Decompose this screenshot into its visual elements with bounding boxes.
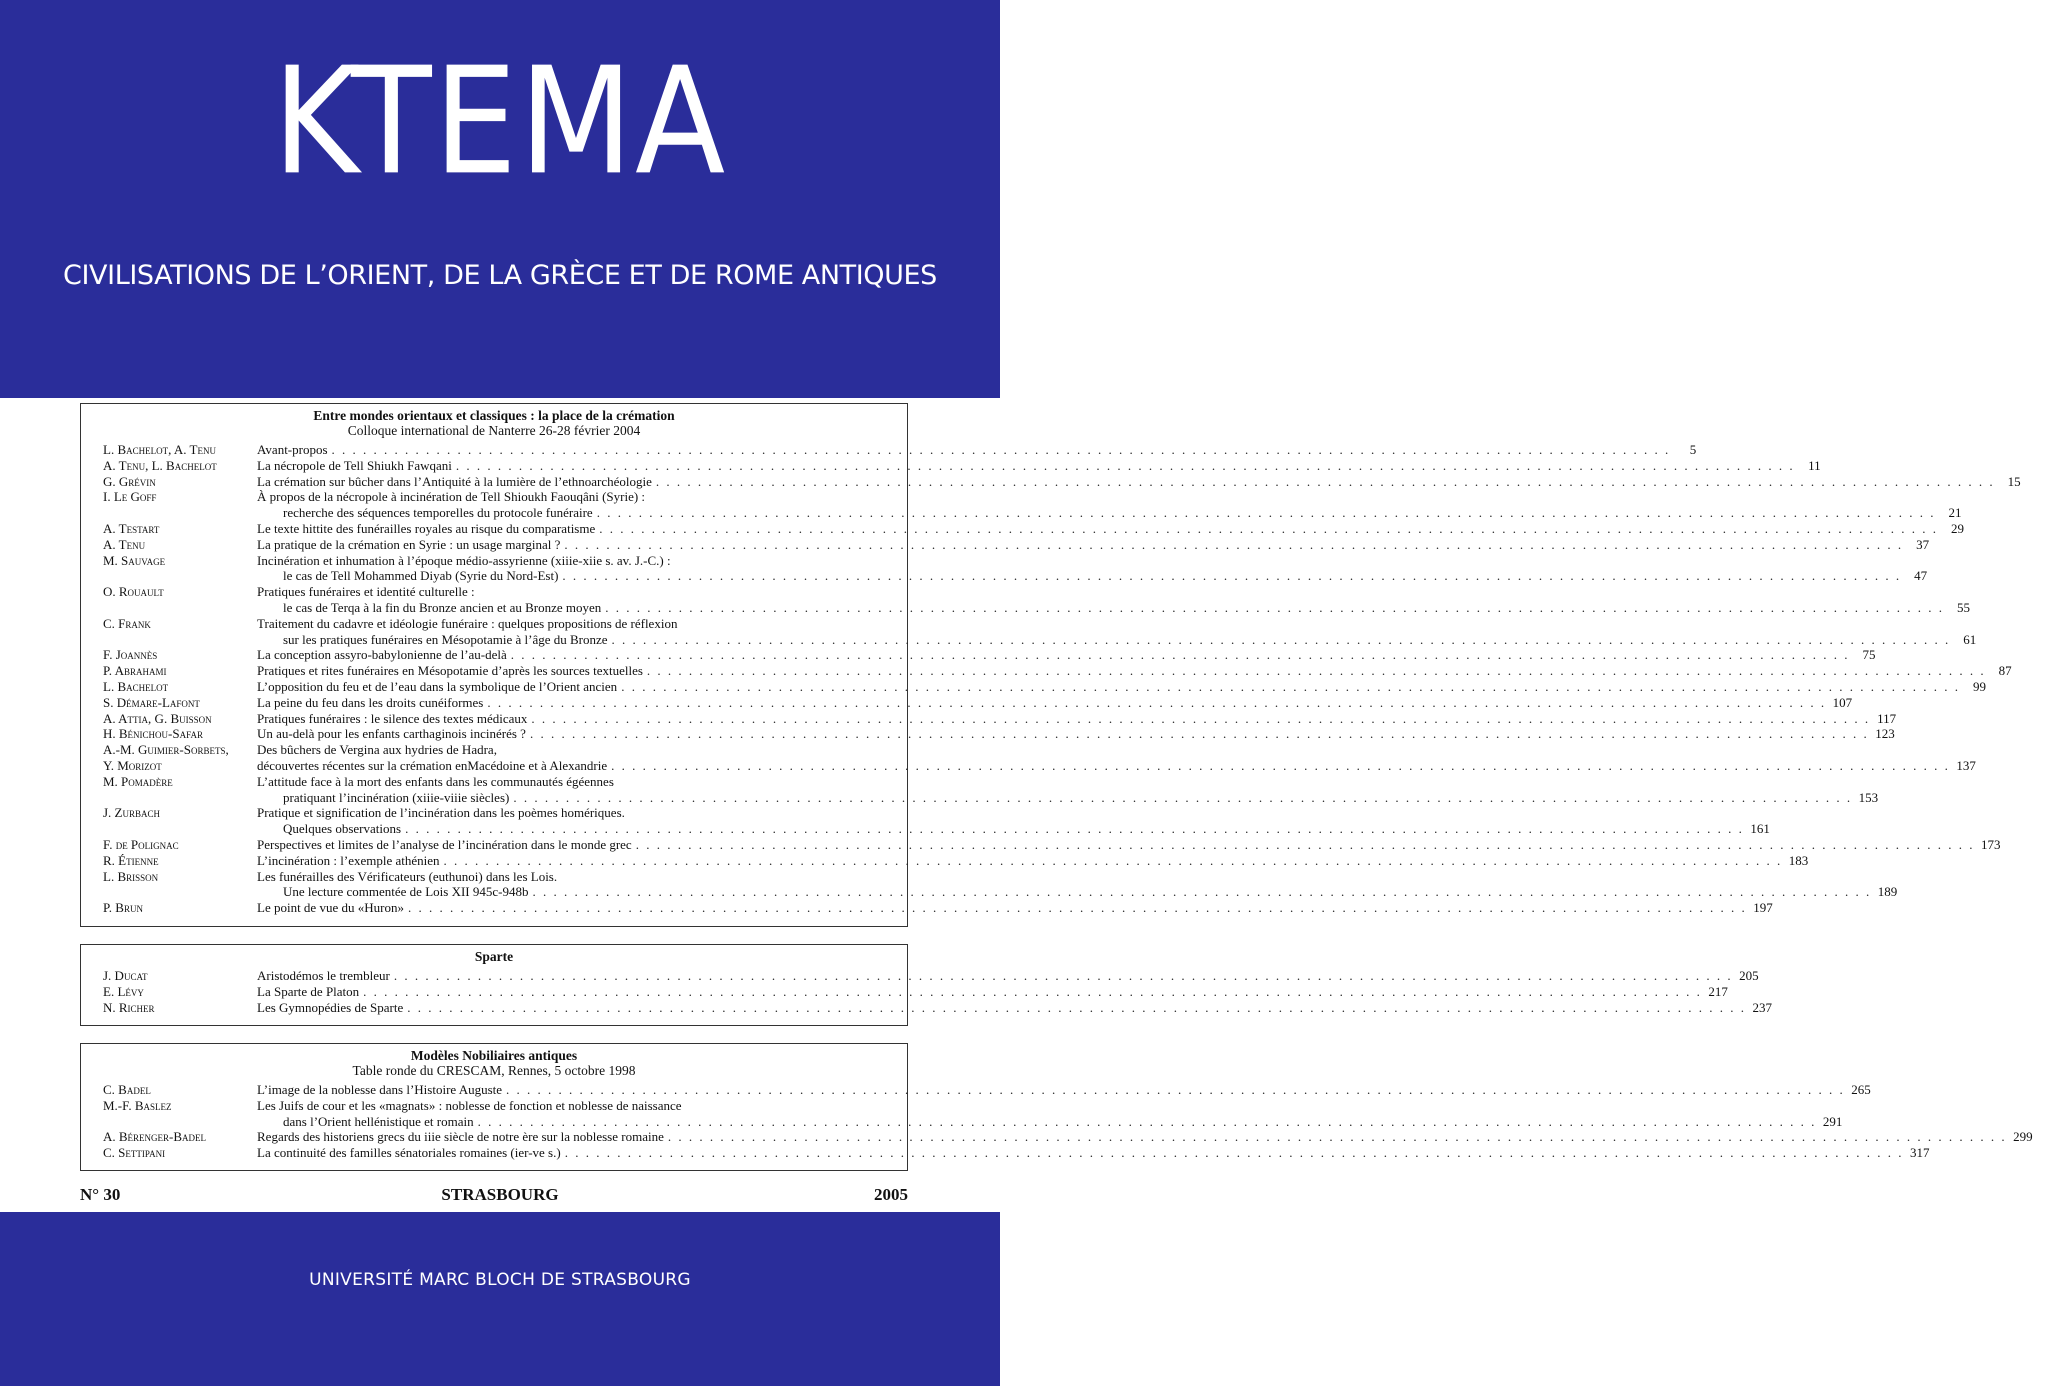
entry-page: 87 [1998, 663, 2012, 679]
entry-title-block [257, 1129, 2053, 1145]
entry-title-block [257, 774, 1898, 806]
entry-author: A.-M. Guimier-Sorbets, [103, 742, 229, 758]
entry-page: 237 [1752, 999, 1772, 1015]
toc-list [81, 442, 2021, 916]
entry-title-block [257, 968, 1779, 984]
section-subheading: Colloque international de Nanterre 26-28 février 2004 [347, 423, 641, 438]
entry-author: I. Le Goff [103, 489, 157, 505]
journal-title: KTEMA [272, 35, 728, 209]
section-heading: Entre mondes orientaux et classiques : la place de la crémation [313, 408, 675, 423]
entry-line [257, 679, 1986, 695]
entry-title-block [257, 647, 1896, 663]
entry-author: P. Abrahami [103, 663, 167, 679]
entry-title: le cas de Tell Mohammed Diyab (Syrie du Nord-Est) [283, 568, 559, 584]
entry-line [257, 1082, 1871, 1098]
dot-leader [562, 568, 1901, 584]
dot-leader [513, 790, 1852, 806]
entry-author: A. Bérenger-Badel [103, 1129, 207, 1145]
entry-line [257, 505, 1961, 521]
entry-title: La Sparte de Platon [257, 983, 360, 999]
entry-line [257, 553, 1927, 569]
entry-author: O. Rouault [103, 584, 164, 600]
entry-title: L’image de la noblesse dans l’Histoire Auguste [257, 1082, 503, 1097]
entry-line [257, 616, 1976, 632]
entry-title-block [257, 442, 1716, 458]
entry-author: L. Bachelot [103, 678, 169, 694]
entry-page: 205 [1739, 968, 1759, 983]
cover-bottom-band [0, 1212, 1000, 1386]
entry-title: La crémation sur bûcher dans l’Antiquité à la lumière de l’ethnoarchéologie [257, 473, 652, 489]
entry-line [257, 568, 1927, 584]
entry-title: Les Juifs de cour et les «magnats» : noblesse de fonction et noblesse de naissance [257, 1097, 682, 1113]
entry-title-block [257, 584, 1990, 616]
entry-title: Aristodémos le trembleur [257, 968, 390, 983]
entry-author: J. Zurbach [103, 805, 161, 821]
dot-leader [656, 474, 1995, 490]
entry-title: L’opposition du feu et de l’eau dans la symbolique de l’Orient ancien [257, 678, 618, 694]
entry-author: A. Tenu, L. Bachelot [103, 457, 217, 473]
entry-line [257, 968, 1759, 984]
journal-subtitle: CIVILISATIONS DE L’ORIENT, DE LA GRÈCE ET DE ROME ANTIQUES [63, 260, 937, 291]
toc-entry [81, 520, 1964, 537]
entry-title-block [257, 474, 2041, 490]
entry-title: Pratique et signification de l’incinération dans les poèmes homériques. [257, 805, 625, 821]
toc-entry [81, 757, 1976, 774]
entry-page: 217 [1708, 983, 1728, 999]
entry-line [257, 900, 1773, 916]
toc-entry [81, 868, 1898, 901]
issue-number: N° 30 [80, 1185, 121, 1204]
entry-title: La continuité des familles sénatoriales romaines (ier-ve s.) [257, 1145, 561, 1161]
entry-line [257, 790, 1878, 806]
toc-section-nobiliaires [80, 1043, 2033, 1171]
entry-line [257, 647, 1876, 663]
toc-entry [81, 694, 1853, 711]
toc-entry [81, 1097, 1843, 1130]
entry-title-block [257, 1082, 1891, 1098]
toc-entry [81, 552, 1928, 585]
entry-line [257, 521, 1964, 537]
entry-page: 197 [1753, 900, 1773, 916]
toc-entry [81, 1145, 1930, 1161]
entry-title-block [257, 805, 1790, 837]
entry-line [257, 884, 1897, 900]
entry-line [257, 584, 1970, 600]
entry-page: 37 [1916, 536, 1930, 552]
dot-leader [487, 695, 1826, 711]
entry-page: 47 [1914, 568, 1928, 584]
toc-entry [81, 678, 1986, 695]
toc-entry [81, 473, 2021, 490]
entry-title-block [257, 1000, 1792, 1016]
entry-page: 99 [1972, 678, 1986, 694]
entry-page: 173 [1980, 836, 2001, 852]
toc-entry [81, 999, 1772, 1016]
entry-author: M.-F. Baslez [103, 1097, 172, 1113]
entry-title-block [257, 1098, 1862, 1130]
entry-author: P. Brun [103, 900, 143, 916]
toc-entry [81, 773, 1879, 806]
entry-title: dans l’Orient hellénistique et romain [283, 1113, 474, 1129]
toc-entry [81, 442, 1697, 458]
dot-leader [532, 884, 1871, 900]
section-heading: Modèles Nobiliaires antiques [410, 1048, 578, 1063]
entry-title-block [257, 900, 1793, 916]
entry-title: recherche des séquences temporelles du protocole funéraire [283, 505, 593, 521]
dot-leader [621, 679, 1960, 695]
toc-entry [81, 1082, 1871, 1098]
entry-line [257, 984, 1728, 1000]
entry-author: R. Étienne [103, 852, 159, 868]
entry-author: Y. Morizot [103, 757, 162, 773]
dot-leader [511, 647, 1850, 663]
entry-title-block [257, 679, 2006, 695]
entry-title: La nécropole de Tell Shiukh Fawqani [257, 457, 452, 473]
entry-title: Pratiques funéraires et identité culturelle : [257, 584, 475, 600]
entry-line [257, 663, 2012, 679]
entry-author: J. Ducat [103, 968, 148, 983]
entry-title: découvertes récentes sur la crémation enMacédoine et à Alexandrie [257, 757, 608, 773]
entry-author: M. Sauvage [103, 552, 166, 568]
entry-title: Avant-propos [257, 442, 328, 457]
entry-line [257, 1145, 1929, 1161]
entry-line [257, 853, 1808, 869]
entry-title-block [257, 711, 1916, 727]
entry-title: Quelques observations [283, 821, 402, 837]
cover-top-band [0, 0, 1000, 398]
entry-title: le cas de Terqa à la fin du Bronze ancien et au Bronze moyen [283, 599, 602, 615]
entry-title-block [257, 742, 907, 758]
dot-leader [599, 521, 1938, 537]
toc-entry [81, 836, 2001, 853]
toc-entry [81, 742, 907, 758]
entry-page: 317 [1909, 1145, 1930, 1161]
entry-title-block [257, 521, 1984, 537]
entry-author: S. Démare-Lafont [103, 694, 200, 710]
entry-page: 291 [1822, 1113, 1843, 1129]
entry-title: Une lecture commentée de Lois XII 945c-948b [283, 884, 529, 900]
toc-entry [81, 615, 1977, 648]
entry-author: E. Lévy [103, 983, 144, 999]
entry-page: 5 [1689, 442, 1697, 457]
dot-leader [456, 458, 1795, 474]
entry-line [257, 711, 1896, 727]
entry-author: C. Badel [103, 1082, 151, 1097]
entry-title: Un au-delà pour les enfants carthaginois incinérés ? [257, 726, 526, 742]
entry-title: Le texte hittite des funérailles royales au risque du comparatisme [257, 520, 596, 536]
entry-page: 153 [1858, 789, 1879, 805]
entry-author: N. Richer [103, 999, 155, 1015]
toc-section-sparte [80, 944, 1772, 1026]
toc-entry [81, 663, 2012, 679]
entry-page: 161 [1750, 821, 1770, 837]
entry-author: L. Bachelot, A. Tenu [103, 442, 216, 457]
entry-page: 55 [1957, 599, 1971, 615]
entry-title: La conception assyro-babylonienne de l’au-delà [257, 647, 507, 663]
dot-leader [407, 1000, 1746, 1016]
entry-line [257, 489, 1961, 505]
entry-title: Les funérailles des Vérificateurs (euthunoi) dans les Lois. [257, 868, 558, 884]
entry-title-block [257, 458, 1841, 474]
dot-leader [668, 1129, 2007, 1145]
entry-page: 183 [1788, 852, 1809, 868]
toc-entry [81, 968, 1759, 984]
entry-author: F. Joannès [103, 647, 158, 663]
section-heading: Sparte [474, 949, 514, 964]
entry-line [257, 1000, 1772, 1016]
entry-line [257, 805, 1770, 821]
entry-page: 137 [1956, 757, 1976, 773]
entry-page: 299 [2013, 1129, 2033, 1145]
dot-leader [444, 853, 1783, 869]
toc-entry [81, 457, 1821, 474]
toc-list [81, 1082, 2033, 1161]
toc-entry [81, 805, 1770, 837]
entry-page: 21 [1948, 505, 1962, 521]
dot-leader [530, 726, 1869, 742]
entry-title-block [257, 984, 1748, 1000]
entry-title-block [257, 758, 1996, 774]
dot-leader [636, 837, 1975, 853]
entry-line [257, 1114, 1842, 1130]
dot-leader [506, 1082, 1845, 1098]
entry-title-block [257, 537, 1949, 553]
toc-entry [81, 647, 1876, 663]
toc-entry [81, 489, 1962, 521]
toc-entry [81, 1129, 2033, 1145]
toc-list [81, 968, 1772, 1015]
entry-line [257, 632, 1976, 648]
entry-title: sur les pratiques funéraires en Mésopotamie à l’âge du Bronze [283, 631, 608, 647]
entry-author: C. Settipani [103, 1145, 166, 1161]
entry-title: Regards des historiens grecs du iiie siècle de notre ère sur la noblesse romaine [257, 1129, 664, 1145]
entry-title: Le point de vue du «Huron» [257, 900, 404, 916]
toc-section-cremation [80, 403, 2021, 927]
entry-line [257, 474, 2021, 490]
dot-leader [394, 968, 1733, 984]
entry-line [257, 869, 1897, 885]
entry-title: Perspectives et limites de l’analyse de l’incinération dans le monde grec [257, 836, 632, 852]
toc-entry [81, 710, 1897, 727]
entry-line [257, 1129, 2033, 1145]
entry-title-block [257, 726, 1915, 742]
entry-title-block [257, 663, 2032, 679]
entry-title: L’attitude face à la mort des enfants dans les communautés égéennes [257, 773, 614, 789]
toc-entry [81, 852, 1809, 869]
entry-line [257, 695, 1852, 711]
entry-page: 15 [2007, 473, 2021, 489]
entry-page: 265 [1851, 1082, 1871, 1097]
entry-line [257, 1098, 1842, 1114]
entry-title-block [257, 853, 1828, 869]
issue-city: STRASBOURG [441, 1185, 559, 1204]
entry-title: L’incinération : l’exemple athénien [257, 852, 440, 868]
entry-page: 11 [1808, 457, 1821, 473]
dot-leader [597, 505, 1936, 521]
entry-page: 107 [1832, 694, 1853, 710]
entry-line [257, 821, 1770, 837]
entry-page: 29 [1951, 520, 1964, 536]
toc-entry [81, 726, 1895, 742]
entry-title-block [257, 616, 1996, 648]
entry-line [257, 774, 1878, 790]
dot-leader [565, 1145, 1904, 1161]
dot-leader [363, 984, 1702, 1000]
entry-author: G. Grévin [103, 473, 156, 489]
entry-page: 189 [1877, 884, 1898, 900]
toc-entry [81, 536, 1930, 553]
entry-author: M. Pomadère [103, 773, 173, 789]
publisher-name: UNIVERSITÉ MARC BLOCH DE STRASBOURG [309, 1270, 691, 1290]
entry-author: A. Attia, G. Buisson [103, 710, 212, 726]
toc-entry [81, 983, 1728, 1000]
entry-author: A. Tenu [103, 536, 146, 552]
dot-leader [405, 821, 1744, 837]
entry-title-block [257, 837, 2020, 853]
entry-page: 123 [1875, 726, 1895, 742]
entry-title-block [257, 553, 1947, 585]
dot-leader [564, 537, 1903, 553]
entry-title: Traitement du cadavre et idéologie funéraire : quelques propositions de réflexion [257, 615, 678, 631]
entry-line [257, 600, 1970, 616]
toc-entry [81, 584, 1971, 616]
entry-line [257, 442, 1696, 458]
section-subheading: Table ronde du CRESCAM, Rennes, 5 octobre 1998 [352, 1063, 636, 1078]
entry-title: Pratiques funéraires : le silence des textes médicaux [257, 710, 528, 726]
entry-author: C. Frank [103, 615, 151, 631]
dot-leader [611, 758, 1950, 774]
entry-page: 75 [1862, 647, 1876, 663]
entry-title-block [257, 869, 1917, 901]
entry-title-block [257, 695, 1872, 711]
dot-leader [408, 900, 1747, 916]
toc-entry [81, 900, 1773, 916]
entry-title: Pratiques et rites funéraires en Mésopotamie d’après les sources textuelles [257, 663, 643, 679]
entry-title: La pratique de la crémation en Syrie : un usage marginal ? [257, 536, 561, 552]
entry-line [257, 537, 1929, 553]
entry-author: L. Brisson [103, 868, 159, 884]
entry-title: La peine du feu dans les droits cunéiformes [257, 694, 484, 710]
entry-title: Les Gymnopédies de Sparte [257, 999, 404, 1015]
dot-leader [605, 600, 1944, 616]
dot-leader [332, 442, 1671, 458]
entry-title-block [257, 489, 1981, 521]
entry-title: pratiquant l’incinération (xiiie-viiie siècles) [283, 789, 510, 805]
dot-leader [612, 632, 1951, 648]
entry-title: Incinération et inhumation à l’époque médio-assyrienne (xiiie-xiie s. av. J.-C.) : [257, 552, 671, 568]
entry-title: Des bûchers de Vergina aux hydries de Hadra, [257, 742, 497, 758]
dot-leader [531, 711, 1870, 727]
entry-title-block [257, 1145, 1949, 1161]
dot-leader [478, 1114, 1817, 1130]
entry-line [257, 758, 1976, 774]
issue-year: 2005 [874, 1185, 908, 1204]
entry-line [257, 458, 1821, 474]
entry-author: H. Bénichou-Safar [103, 726, 203, 742]
entry-line [257, 742, 887, 758]
entry-line [257, 726, 1895, 742]
entry-page: 61 [1963, 631, 1977, 647]
entry-title: À propos de la nécropole à incinération de Tell Shioukh Faouqâni (Syrie) : [257, 489, 646, 505]
entry-author: A. Testart [103, 520, 160, 536]
entry-author: F. de Polignac [103, 836, 179, 852]
dot-leader [647, 663, 1986, 679]
entry-line [257, 837, 2000, 853]
entry-page: 117 [1877, 710, 1897, 726]
